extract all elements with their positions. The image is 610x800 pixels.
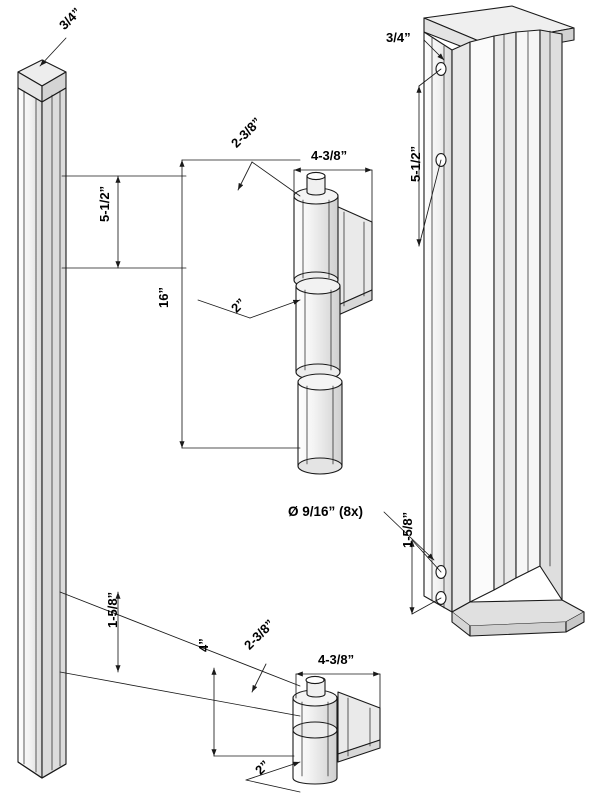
dim-hinge-width-bottom: 4-3/8” — [318, 652, 355, 667]
dim-hinge-offset-bottom: 2-3/8” — [241, 616, 278, 653]
dim-hole-spacing-left-bottom: 1-5/8” — [105, 591, 120, 628]
dim-leaf-depth-top: 2” — [228, 295, 249, 316]
top-hinge-assembly — [294, 172, 372, 474]
bottom-hinge-assembly — [293, 676, 380, 784]
dim-hole-spacing-left-top: 5-1/2” — [97, 185, 112, 222]
dimension-lines — [40, 38, 444, 792]
right-post — [424, 6, 584, 636]
dim-hinge-overall-height: 16” — [156, 287, 171, 308]
dim-post-thickness-right: 3/4” — [386, 30, 411, 45]
dim-hole-spacing-right-top: 5-1/2” — [408, 145, 423, 182]
dim-hole-diameter-callout: Ø 9/16” (8x) — [288, 504, 364, 519]
dim-hinge-offset-top: 2-3/8” — [228, 114, 265, 151]
dim-leaf-depth-bottom: 2” — [252, 757, 273, 778]
dim-hole-spacing-right-bottom: 1-5/8” — [400, 511, 415, 548]
dim-post-thickness-left: 3/4” — [56, 4, 84, 33]
dim-hinge-width-top: 4-3/8” — [311, 148, 348, 163]
dim-bottom-hinge-drop: 4” — [196, 638, 211, 652]
left-post — [18, 60, 66, 778]
